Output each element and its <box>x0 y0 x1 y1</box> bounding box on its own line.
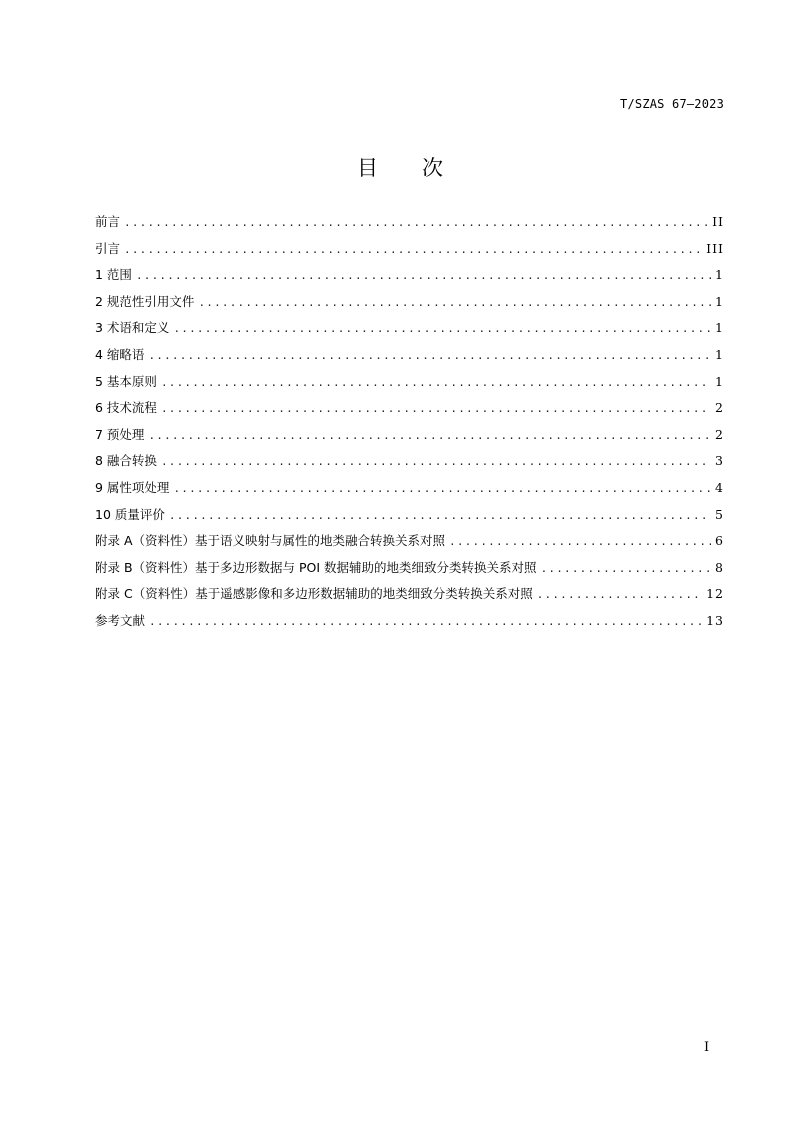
toc-entry[interactable] <box>95 558 724 585</box>
toc-entry-page: II <box>712 214 724 229</box>
toc-entry[interactable] <box>95 451 724 478</box>
document-id: T/SZAS 67—2023 <box>620 97 724 111</box>
toc-entry-label: 附录 C（资料性）基于遥感影像和多边形数据辅助的地类细致分类转换关系对照 <box>95 586 533 602</box>
table-of-contents <box>95 212 724 638</box>
toc-entry-page: 3 <box>715 453 724 469</box>
toc-entry-page: III <box>706 240 724 256</box>
toc-leader-dots <box>148 429 711 442</box>
page-number: I <box>704 1040 710 1055</box>
toc-entry-label: 参考文献 <box>95 612 146 628</box>
toc-entry-label: 8 融合转换 <box>95 453 157 469</box>
toc-entry-page: 1 <box>715 373 724 389</box>
toc-entry-label: 引言 <box>95 240 121 256</box>
toc-entry[interactable] <box>95 398 724 425</box>
toc-leader-dots <box>449 535 711 548</box>
toc-entry-label: 4 缩略语 <box>95 346 145 362</box>
toc-leader-dots <box>161 455 711 468</box>
toc-entry-label: 5 基本原则 <box>95 373 157 389</box>
toc-entry[interactable] <box>95 345 724 372</box>
toc-leader-dots <box>136 269 711 282</box>
toc-entry[interactable] <box>95 611 724 638</box>
toc-entry[interactable] <box>95 584 724 611</box>
title-char-right: 次 <box>422 156 443 180</box>
toc-entry-page: 2 <box>715 400 724 416</box>
toc-entry-page: 1 <box>715 320 724 336</box>
toc-entry-label: 3 术语和定义 <box>95 320 170 336</box>
toc-leader-dots <box>198 296 711 309</box>
toc-entry-page: 1 <box>715 293 724 309</box>
toc-leader-dots <box>161 402 711 415</box>
toc-entry[interactable] <box>95 372 724 399</box>
toc-leader-dots <box>169 509 711 522</box>
toc-leader-dots <box>124 243 702 256</box>
toc-entry-label: 2 规范性引用文件 <box>95 293 195 309</box>
toc-entry-page: 1 <box>715 267 724 283</box>
toc-entry-label: 7 预处理 <box>95 426 145 442</box>
toc-entry[interactable] <box>95 531 724 558</box>
toc-entry-page: 8 <box>715 559 724 575</box>
toc-entry[interactable] <box>95 265 724 292</box>
toc-entry-label: 1 范围 <box>95 267 132 283</box>
toc-entry-page: 6 <box>715 533 724 549</box>
toc-entry[interactable] <box>95 292 724 319</box>
toc-leader-dots <box>124 216 708 229</box>
toc-entry-page: 13 <box>706 612 724 628</box>
title-char-left: 目 <box>357 156 378 180</box>
toc-entry-label: 附录 A（资料性）基于语义映射与属性的地类融合转换关系对照 <box>95 533 446 549</box>
toc-leader-dots <box>537 588 702 601</box>
page-title <box>0 152 800 182</box>
toc-entry-label: 前言 <box>95 214 121 229</box>
toc-entry[interactable] <box>95 505 724 532</box>
toc-entry-page: 5 <box>715 506 724 522</box>
toc-entry-label: 9 属性项处理 <box>95 479 170 495</box>
toc-leader-dots <box>161 376 711 389</box>
toc-leader-dots <box>173 482 711 495</box>
toc-leader-dots <box>148 349 711 362</box>
toc-entry-page: 12 <box>706 586 724 602</box>
toc-leader-dots <box>173 322 711 335</box>
toc-leader-dots <box>149 615 702 628</box>
toc-leader-dots <box>541 562 711 575</box>
toc-entry-label: 6 技术流程 <box>95 400 157 416</box>
toc-entry-page: 1 <box>715 346 724 362</box>
toc-entry[interactable] <box>95 239 724 266</box>
toc-entry[interactable] <box>95 212 724 239</box>
toc-entry[interactable] <box>95 478 724 505</box>
toc-entry[interactable] <box>95 425 724 452</box>
toc-entry-page: 2 <box>715 426 724 442</box>
toc-entry[interactable] <box>95 318 724 345</box>
toc-entry-page: 4 <box>715 479 724 495</box>
toc-entry-label: 附录 B（资料性）基于多边形数据与 POI 数据辅助的地类细致分类转换关系对照 <box>95 559 537 575</box>
toc-entry-label: 10 质量评价 <box>95 506 165 522</box>
